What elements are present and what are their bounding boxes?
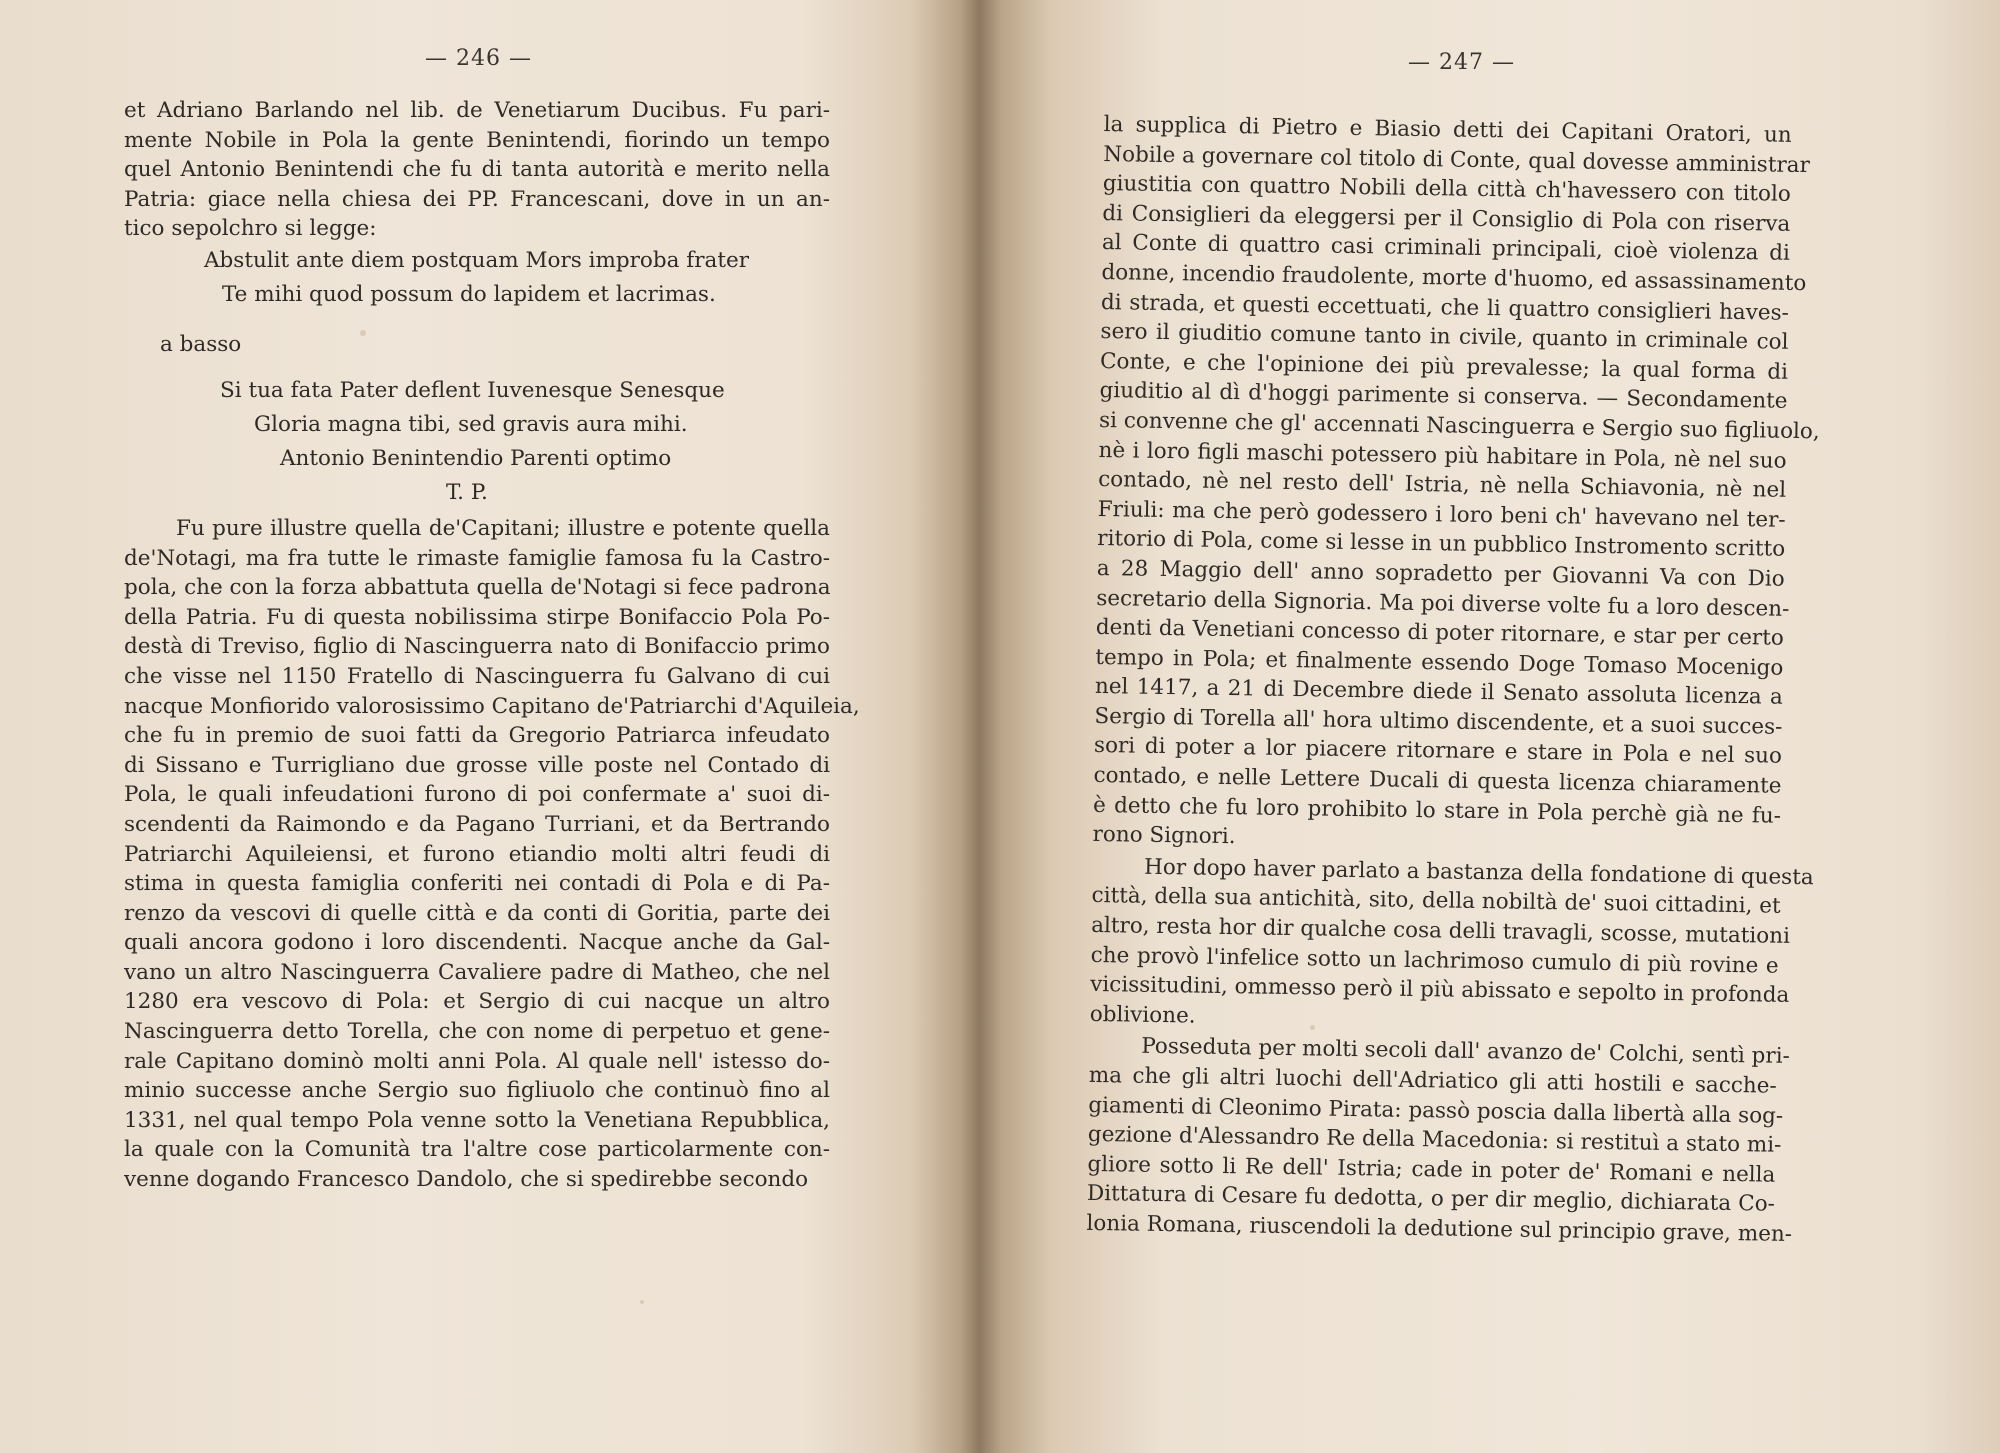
text-line: nel 1417, a 21 di Decembre diede il Senato assoluta licenza a — [1094, 674, 1784, 711]
text-line: 1331, nel qual tempo Pola venne sotto la Venetiana Repubblica, — [124, 1107, 830, 1133]
text-line: si convenne che gl' accennati Nascinguerra e Sergio suo figliuolo, — [1098, 407, 1820, 445]
text-line: Sergio di Torella all' hora ultimo discendente, et a suoi succes- — [1094, 703, 1783, 740]
text-line: Pola, le quali infeudationi furono di poi confermate a' suoi di- — [124, 782, 830, 808]
text-line: gezione d'Alessandro Re della Macedonia: si restituì a stato mi- — [1087, 1122, 1782, 1158]
text-line: ritorio di Pola, come si lesse in un pubblico Instromento scritto — [1097, 526, 1786, 563]
text-line: secretario della Signoria. Ma poi diverse volte fu a loro descen- — [1096, 585, 1790, 622]
text-line: contado, nè nel resto dell' Istria, nè nella Schiavonia, nè nel — [1097, 467, 1787, 503]
paper-spot — [1310, 1025, 1315, 1030]
epitaph-line: Gloria magna tibi, sed gravis aura mihi. — [254, 411, 688, 437]
text-line: Hor dopo haver parlato a bastanza della fondatione di questa — [1143, 854, 1814, 891]
text-line: quel Antonio Benintendi che fu di tanta autorità e merito nella — [124, 157, 830, 183]
text-line: Friuli: ma che però godessero i loro beni ch' havevano nel ter- — [1097, 496, 1786, 533]
text-line: tico sepolchro si legge: — [124, 216, 377, 242]
text-line: è detto che fu loro prohibito lo stare in Pola perchè già ne fu- — [1092, 792, 1782, 829]
paper-spot — [640, 1300, 644, 1304]
page-number: — 247 — — [1408, 50, 1515, 75]
text-line: di Sissano e Turrigliano due grosse ville poste nel Contado di — [124, 752, 830, 778]
text-line: donne, incendio fraudolente, morte d'huomo, ed assassinamento — [1101, 259, 1807, 297]
text-line: la quale con la Comunità tra l'altre cose particolarmente con- — [124, 1137, 830, 1163]
text-line: che visse nel 1150 Fratello di Nascinguerra fu Galvano di cui — [124, 663, 830, 689]
text-line: città, della sua antichità, sito, della nobiltà de' suoi cittadini, et — [1091, 883, 1781, 920]
text-line: tempo in Pola; et finalmente essendo Doge Tomaso Mocenigo — [1095, 644, 1784, 681]
paper-spot — [360, 330, 366, 336]
text-line: sero il giuditio comune tanto in civile, quanto in criminale col — [1100, 319, 1789, 355]
text-line: quali ancora godono i loro discendenti. Nacque anche da Gal- — [124, 930, 830, 956]
paragraph — [1089, 852, 1814, 1040]
text-line: giuditio al dì d'hoggi parimente si conserva. — Secondamente — [1099, 378, 1788, 415]
text-line: di strada, et questi eccettuati, che li quattro consiglieri haves- — [1100, 289, 1790, 326]
page-number: — 246 — — [425, 46, 532, 71]
text-line: 1280 era vescovo di Pola: et Sergio di cui nacque un altro — [124, 989, 830, 1015]
text-line: sori di poter a lor piacere ritornare e stare in Pola e nel suo — [1093, 733, 1783, 770]
text-line: Nobile a governare col titolo di Conte, qual dovesse amministrar — [1103, 141, 1811, 178]
text-line: giustitia con quattro Nobili della città ch'havessero con titolo — [1102, 171, 1791, 207]
text-line: de'Notagi, ma fra tutte le rimaste famiglie famosa fu la Castro- — [124, 545, 830, 571]
text-line: giamenti di Cleonimo Pirata: passò poscia dalla libertà alla sog- — [1088, 1092, 1784, 1129]
text-line: mente Nobile in Pola la gente Benintendi, fiorindo un tempo — [124, 127, 830, 153]
text-line: pola, che con la forza abbattuta quella de'Notagi si fece padrona — [124, 575, 831, 601]
text-line: scendenti da Raimondo e da Pagano Turriani, et da Bertrando — [124, 811, 830, 837]
text-line: di Consiglieri da eleggersi per il Consiglio di Pola con riserva — [1102, 200, 1791, 237]
text-line: et Adriano Barlando nel lib. de Venetiarum Ducibus. Fu pari- — [124, 98, 830, 123]
epitaph-initials: T. P. — [446, 479, 488, 505]
text-line: ma che gli altri luochi dell'Adriatico gli atti hostili e sacche- — [1088, 1062, 1777, 1099]
paragraph — [1092, 110, 1820, 861]
text-line: gliore sotto li Re dell' Istria; cade in poter de' Romani e nella — [1087, 1151, 1776, 1188]
text-line: Conte, e che l'opinione dei più prevalesse; la qual forma di — [1099, 348, 1789, 385]
text-line: Dittatura di Cesare fu dedotta, o per dir meglio, dichiarata Co- — [1086, 1181, 1776, 1218]
text-line: renzo da vescovi di quelle città e da conti di Goritia, parte dei — [124, 900, 830, 926]
text-line: lonia Romana, riuscendoli la dedutione sul principio grave, men- — [1086, 1210, 1793, 1247]
text-line: altro, resta hor dir qualche cosa delli travagli, scosse, mutationi — [1090, 912, 1791, 949]
epitaph-verse-line: Te mihi quod possum do lapidem et lacrimas. — [222, 281, 716, 307]
text-line: della Patria. Fu di questa nobilissima stirpe Bonifaccio Pola Po- — [124, 604, 830, 630]
paragraph — [1086, 1031, 1793, 1249]
text-line: che fu in premio de suoi fatti da Gregorio Patriarca infeudato — [124, 723, 830, 749]
text-line: rono Signori. — [1092, 822, 1236, 850]
body-paragraph — [124, 514, 860, 1195]
epitaph-verse-line: Abstulit ante diem postquam Mors improba frater — [204, 247, 749, 273]
text-line: destà di Treviso, figlio di Nascinguerra nato di Bonifaccio primo — [124, 634, 830, 660]
text-line: nacque Monfiorido valorosissimo Capitano de'Patriarchi d'Aquileia, — [124, 693, 860, 719]
text-line: oblivione. — [1089, 1001, 1196, 1029]
text-line: minio successe anche Sergio suo figliuolo che continuò fino al — [124, 1078, 830, 1104]
text-line: venne dogando Francesco Dandolo, che si spedirebbe secondo — [124, 1167, 809, 1193]
left-page-text — [124, 96, 860, 1195]
text-line: contado, e nelle Lettere Ducali di questa licenza chiaramente — [1093, 762, 1782, 799]
text-line: Posseduta per molti secoli dall' avanzo de' Colchi, sentì pri- — [1141, 1034, 1791, 1070]
right-page — [980, 0, 2000, 1453]
text-line: a 28 Maggio dell' anno sopradetto per Giovanni Va con Dio — [1096, 555, 1785, 592]
text-line: vano un altro Nascinguerra Cavaliere padre di Matheo, che nel — [124, 959, 830, 985]
basso-label: a basso — [160, 331, 242, 357]
text-line: Nascinguerra detto Torella, che con nome di perpetuo et gene- — [124, 1019, 830, 1045]
text-line: Patria: giace nella chiesa dei PP. Francescani, dove in un an- — [124, 186, 830, 212]
text-line: vicissitudini, ommesso però il più abissato e sepolto in profonda — [1090, 972, 1790, 1009]
right-page-text — [1086, 110, 1820, 1249]
intro-paragraph — [124, 96, 830, 244]
text-line: stima in questa famiglia conferiti nei contadi di Pola e di Pa- — [124, 871, 830, 897]
text-line: nè i loro figli maschi potessero più habitare in Pola, nè nel suo — [1098, 437, 1787, 474]
text-line: Patriarchi Aquileiensi, et furono etiandio molti altri feudi di — [124, 841, 830, 867]
text-line: al Conte di quattro casi criminali principali, cioè violenza di — [1101, 230, 1791, 267]
text-line: che provò l'infelice sotto un lachrimoso cumulo di più rovine e — [1090, 942, 1779, 979]
epitaph-line: Antonio Benintendio Parenti optimo — [280, 445, 672, 471]
text-line: rale Capitano dominò molti anni Pola. Al quale nell' istesso do- — [124, 1048, 830, 1074]
text-line: Fu pure illustre quella de'Capitani; illustre e potente quella — [176, 515, 830, 541]
text-line: la supplica di Pietro e Biasio detti dei Capitani Oratori, un — [1103, 111, 1792, 148]
left-page — [0, 0, 980, 1453]
epitaph-line: Si tua fata Pater deflent Iuvenesque Senesque — [220, 377, 725, 403]
text-line: denti da Venetiani concesso di poter ritornare, e star per certo — [1095, 615, 1784, 651]
